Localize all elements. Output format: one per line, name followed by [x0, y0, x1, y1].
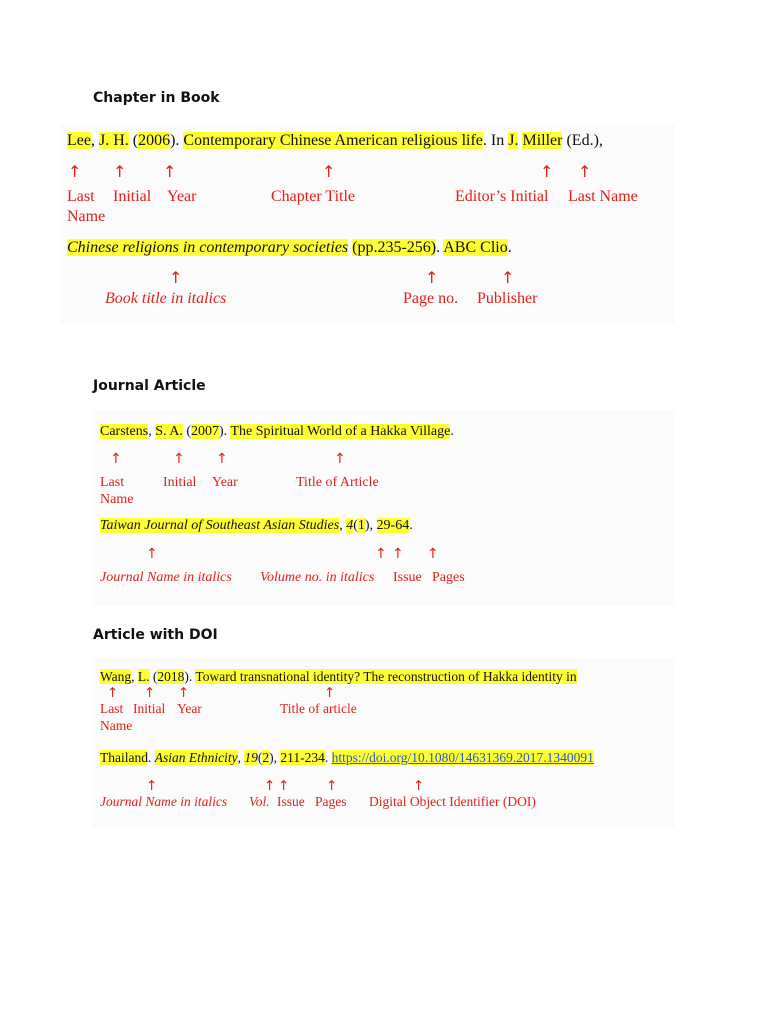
arrow-up-icon: ↑ [264, 778, 276, 794]
editor-last-name: Miller [522, 132, 563, 149]
label-pages: Pages [432, 570, 465, 585]
arrow-up-icon: ↑ [110, 451, 122, 467]
label-issue: Issue [393, 570, 422, 585]
label-name: Name [100, 492, 134, 507]
arrow-up-icon: ↑ [107, 685, 119, 701]
last-name: Wang [100, 669, 132, 684]
pages: 211-234 [280, 750, 325, 765]
arrow-up-icon: ↑ [68, 162, 82, 181]
arrow-up-icon: ↑ [413, 778, 425, 794]
volume: 19 [244, 750, 258, 765]
chapter-citation-line2: Chinese religions in contemporary societies (pp.235-256). ABC Clio. [67, 239, 512, 256]
label-journal-name: Journal Name in italics [100, 794, 228, 809]
publisher: ABC Clio [443, 239, 508, 256]
label-title-of-article: Title of article [280, 701, 357, 716]
initial: L. [137, 669, 150, 684]
country: Thailand [100, 750, 148, 765]
doi-citation-line1: Wang, L. (2018). Toward transnational identity? The reconstruction of Hakka identity in [100, 669, 577, 684]
arrow-up-icon: ↑ [425, 268, 439, 287]
arrow-up-icon: ↑ [427, 546, 439, 562]
initial: S. A. [155, 424, 183, 439]
label-publisher: Publisher [477, 290, 538, 307]
year: 2006 [138, 132, 171, 149]
journal-name: Asian Ethnicity [154, 750, 238, 765]
label-book-title: Book title in italics [105, 290, 227, 307]
page-range: (pp.235-256) [352, 239, 437, 256]
arrow-up-icon: ↑ [578, 162, 592, 181]
journal-citation-line2: Taiwan Journal of Southeast Asian Studies, 4(1), 29-64. [100, 518, 413, 533]
volume: 4 [346, 518, 354, 533]
year: 2007 [191, 424, 220, 439]
arrow-up-icon: ↑ [146, 778, 158, 794]
arrow-up-icon: ↑ [392, 546, 404, 562]
arrow-up-icon: ↑ [178, 685, 190, 701]
arrow-up-icon: ↑ [334, 451, 346, 467]
doi-link[interactable]: https://doi.org/10.1080/14631369.2017.1340091 [331, 750, 594, 765]
label-initial: Initial [113, 188, 152, 205]
arrow-up-icon: ↑ [375, 546, 387, 562]
label-volume: Volume no. in italics [260, 570, 375, 585]
arrow-up-icon: ↑ [144, 685, 156, 701]
book-title: Chinese religions in contemporary societies [67, 239, 349, 256]
label-initial: Initial [163, 475, 197, 490]
pages: 29-64 [376, 518, 410, 533]
label-issue: Issue [277, 794, 305, 809]
arrow-up-icon: ↑ [324, 685, 336, 701]
arrow-up-icon: ↑ [322, 162, 336, 181]
initial: J. H. [98, 132, 129, 149]
arrow-up-icon: ↑ [326, 778, 338, 794]
article-title: Toward transnational identity? The reconstruction of Hakka identity in [195, 669, 577, 684]
arrow-up-icon: ↑ [173, 451, 185, 467]
arrow-up-icon: ↑ [146, 546, 158, 562]
label-year: Year [212, 475, 238, 490]
label-editor-initial: Editor’s Initial [455, 188, 549, 205]
label-year: Year [167, 188, 197, 205]
label-doi: Digital Object Identifier (DOI) [369, 794, 536, 809]
label-journal-name: Journal Name in italics [100, 570, 232, 585]
issue: 1 [357, 518, 365, 533]
label-pages: Pages [315, 794, 347, 809]
journal-name: Taiwan Journal of Southeast Asian Studies [100, 518, 340, 533]
article-title: The Spiritual World of a Hakka Village [230, 424, 451, 439]
arrow-up-icon: ↑ [540, 162, 554, 181]
label-chapter-title: Chapter Title [271, 188, 356, 205]
arrow-up-icon: ↑ [278, 778, 290, 794]
issue: 2 [262, 750, 270, 765]
label-year: Year [177, 701, 202, 716]
label-editor-last-name: Last Name [568, 188, 638, 205]
label-last: Last [100, 475, 125, 490]
arrow-up-icon: ↑ [501, 268, 515, 287]
heading-journal-article: Journal Article [93, 378, 206, 394]
label-initial: Initial [133, 701, 166, 716]
editor-initial: J. [508, 132, 519, 149]
label-last: Last [67, 188, 95, 205]
arrow-up-icon: ↑ [216, 451, 228, 467]
label-name: Name [100, 718, 133, 733]
journal-citation-line1: Carstens, S. A. (2007). The Spiritual World of a Hakka Village. [100, 424, 454, 439]
arrow-up-icon: ↑ [169, 268, 183, 287]
label-title-of-article: Title of Article [296, 475, 379, 490]
label-last: Last [100, 701, 124, 716]
arrow-up-icon: ↑ [163, 162, 177, 181]
year: 2018 [157, 669, 185, 684]
label-page-no: Page no. [403, 290, 459, 307]
chapter-citation-line1: Lee, J. H. (2006). Contemporary Chinese American religious life. In J. Miller (Ed.), [67, 132, 603, 149]
heading-article-with-doi: Article with DOI [93, 627, 218, 643]
label-name: Name [67, 208, 106, 225]
doi-citation-line2: Thailand. Asian Ethnicity, 19(2), 211-234. https://doi.org/10.1080/14631369.2017.1340091 [100, 750, 594, 765]
heading-chapter-in-book: Chapter in Book [93, 90, 220, 106]
chapter-title: Contemporary Chinese American religious life [183, 132, 483, 149]
last-name: Carstens [100, 424, 149, 439]
label-volume: Vol. [249, 794, 270, 809]
last-name: Lee [67, 132, 91, 149]
arrow-up-icon: ↑ [113, 162, 127, 181]
